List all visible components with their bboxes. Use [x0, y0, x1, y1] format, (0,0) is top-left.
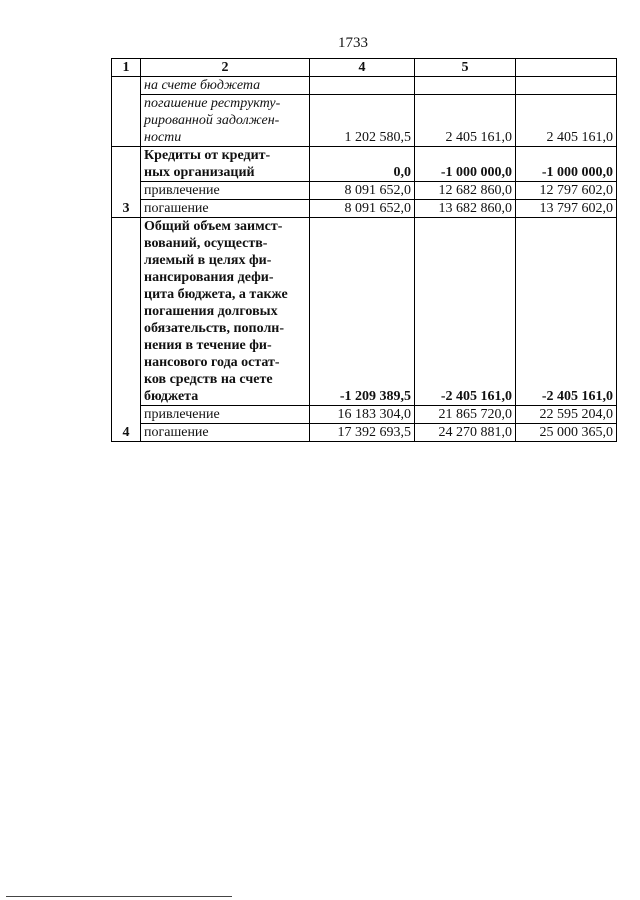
row-label-line: Общий объем заимст- — [144, 219, 283, 234]
table-row — [112, 200, 617, 218]
value-col-4: 1 202 580,5 — [310, 95, 415, 147]
row-label-line: цита бюджета, а также — [144, 287, 288, 302]
borrowing-table — [111, 58, 617, 442]
table-row — [112, 218, 617, 406]
value-col-6: 12 797 602,0 — [516, 182, 617, 200]
value-col-6: -1 000 000,0 — [516, 147, 617, 182]
value-col-6: 25 000 365,0 — [516, 424, 617, 442]
column-header-1: 1 — [112, 59, 141, 77]
value-col-4: -1 209 389,5 — [310, 218, 415, 406]
value-col-5: 24 270 881,0 — [415, 424, 516, 442]
row-label — [141, 77, 310, 95]
row-label-line: ности — [144, 130, 182, 145]
table-row — [112, 147, 617, 182]
value-col-4: 17 392 693,5 — [310, 424, 415, 442]
row-label: привлечение — [141, 182, 310, 200]
row-label-line: нения в течение фи- — [144, 338, 272, 353]
column-header-2: 2 — [141, 59, 310, 77]
row-label-line: нансирования дефи- — [144, 270, 274, 285]
page-number: 1733 — [338, 35, 368, 51]
row-label: привлечение — [141, 406, 310, 424]
value-col-4: 16 183 304,0 — [310, 406, 415, 424]
value-col-6: 2 405 161,0 — [516, 95, 617, 147]
table-row — [112, 424, 617, 442]
table-row — [112, 77, 617, 95]
row-label — [141, 95, 310, 147]
row-label-line: обязательств, пополн- — [144, 321, 285, 336]
column-header-5: 5 — [415, 59, 516, 77]
row-label-line: бюджета — [144, 389, 199, 404]
table-header-row — [112, 59, 617, 77]
row-label: погашение — [141, 424, 310, 442]
row-number: 3 — [112, 147, 141, 218]
value-col-5: -1 000 000,0 — [415, 147, 516, 182]
value-col-5 — [415, 77, 516, 95]
row-number: 4 — [112, 218, 141, 442]
row-label-line: ков средств на счете — [144, 372, 273, 387]
row-label-line: погашения долговых — [144, 304, 278, 319]
row-number-empty — [112, 77, 141, 147]
row-label-line: нансового года остат- — [144, 355, 280, 370]
value-col-5: 13 682 860,0 — [415, 200, 516, 218]
row-label — [141, 147, 310, 182]
footer-divider — [6, 896, 232, 897]
row-label-line: на счете бюджета — [144, 78, 261, 93]
value-col-5: 21 865 720,0 — [415, 406, 516, 424]
row-label-line: ляемый в целях фи- — [144, 253, 272, 268]
value-col-6: 22 595 204,0 — [516, 406, 617, 424]
column-header-6 — [516, 59, 617, 77]
row-label-line: вований, осуществ- — [144, 236, 268, 251]
value-col-4: 0,0 — [310, 147, 415, 182]
row-label-line: рированной задолжен- — [144, 113, 280, 128]
value-col-5: 2 405 161,0 — [415, 95, 516, 147]
value-col-6: -2 405 161,0 — [516, 218, 617, 406]
row-label-line: ных организаций — [144, 165, 255, 180]
row-label: погашение — [141, 200, 310, 218]
row-label-line: Кредиты от кредит- — [144, 148, 271, 163]
column-header-4: 4 — [310, 59, 415, 77]
value-col-6: 13 797 602,0 — [516, 200, 617, 218]
row-label-line: погашение реструкту- — [144, 96, 281, 111]
value-col-4: 8 091 652,0 — [310, 182, 415, 200]
value-col-6 — [516, 77, 617, 95]
value-col-4: 8 091 652,0 — [310, 200, 415, 218]
row-label — [141, 218, 310, 406]
table-row — [112, 95, 617, 147]
value-col-5: 12 682 860,0 — [415, 182, 516, 200]
value-col-5: -2 405 161,0 — [415, 218, 516, 406]
table-row — [112, 182, 617, 200]
table-row — [112, 406, 617, 424]
value-col-4 — [310, 77, 415, 95]
